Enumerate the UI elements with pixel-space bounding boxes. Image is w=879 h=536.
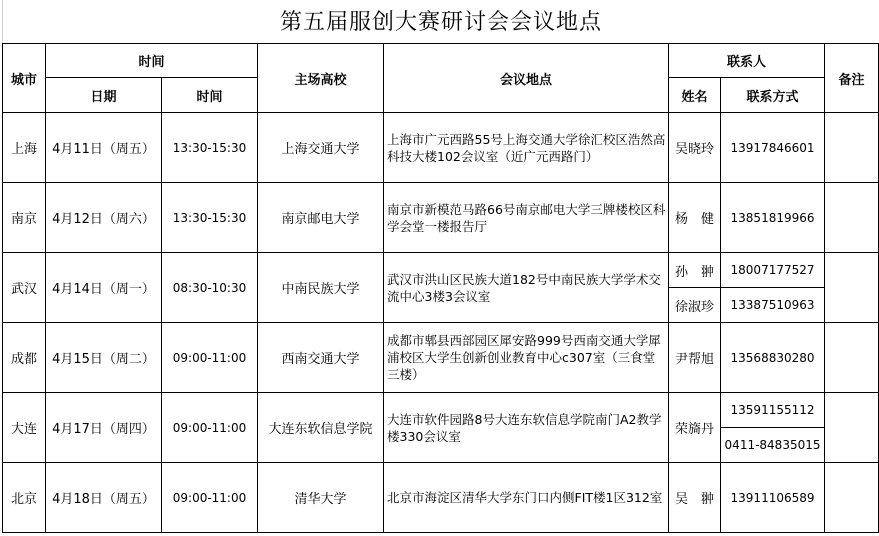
cell-date: 4月18日（周五） [46, 463, 162, 533]
table-row [3, 113, 879, 183]
cell-contact-phone: 13917846601 [721, 113, 825, 183]
table-row [3, 323, 879, 393]
table-row [3, 463, 879, 533]
cell-date: 4月15日（周二） [46, 323, 162, 393]
cell-host: 西南交通大学 [258, 323, 384, 393]
cell-host: 清华大学 [258, 463, 384, 533]
cell-city: 北京 [3, 463, 46, 533]
cell-venue: 武汉市洪山区民族大道182号中南民族大学学术交流中心3楼3会议室 [384, 253, 669, 323]
cell-contact-phone: 18007177527 [721, 253, 825, 288]
cell-time: 13:30-15:30 [162, 183, 258, 253]
cell-venue: 北京市海淀区清华大学东门口内侧FIT楼1区312室 [384, 463, 669, 533]
cell-remark [825, 113, 879, 183]
cell-host: 大连东软信息学院 [258, 393, 384, 463]
cell-remark [825, 323, 879, 393]
cell-venue: 南京市新模范马路66号南京邮电大学三牌楼校区科学会堂一楼报告厅 [384, 183, 669, 253]
cell-venue: 大连市软件园路8号大连东软信息学院南门A2教学楼330会议室 [384, 393, 669, 463]
cell-contact-name: 吴 翀 [669, 463, 721, 533]
cell-date: 4月12日（周六） [46, 183, 162, 253]
page-title: 第五届服创大赛研讨会会议地点 [2, 0, 879, 43]
cell-city: 武汉 [3, 253, 46, 323]
cell-remark [825, 393, 879, 463]
table-row [3, 183, 879, 253]
cell-city: 南京 [3, 183, 46, 253]
header-row [3, 44, 879, 78]
cell-date: 4月17日（周四） [46, 393, 162, 463]
cell-time: 09:00-11:00 [162, 393, 258, 463]
cell-contact-name: 尹帮旭 [669, 323, 721, 393]
cell-contact-phone: 13911106589 [721, 463, 825, 533]
cell-contact-name: 吴晓玲 [669, 113, 721, 183]
cell-time: 09:00-11:00 [162, 463, 258, 533]
header-date: 日期 [46, 78, 162, 113]
cell-contact-name: 孙 翀 [669, 253, 721, 288]
cell-contact-phone: 13568830280 [721, 323, 825, 393]
cell-time: 13:30-15:30 [162, 113, 258, 183]
cell-city: 大连 [3, 393, 46, 463]
cell-remark [825, 183, 879, 253]
cell-date: 4月11日（周五） [46, 113, 162, 183]
cell-venue: 成都市郫县西部园区犀安路999号西南交通大学犀浦校区大学生创新创业教育中心c307室（三食堂三楼） [384, 323, 669, 393]
cell-contact-phone: 13851819966 [721, 183, 825, 253]
table-row [3, 393, 879, 428]
cell-contact-phone: 0411-84835015 [721, 428, 825, 463]
cell-remark [825, 463, 879, 533]
venue-table [2, 43, 879, 533]
header-contact-group: 联系人 [669, 44, 825, 78]
cell-time: 09:00-11:00 [162, 323, 258, 393]
cell-time: 08:30-10:30 [162, 253, 258, 323]
cell-date: 4月14日（周一） [46, 253, 162, 323]
cell-remark [825, 253, 879, 323]
cell-contact-name: 杨 健 [669, 183, 721, 253]
header-host: 主场高校 [258, 44, 384, 113]
header-time-group: 时间 [46, 44, 258, 78]
header-venue: 会议地点 [384, 44, 669, 113]
header-remark: 备注 [825, 44, 879, 113]
cell-contact-phone: 13387510963 [721, 288, 825, 323]
header-name: 姓名 [669, 78, 721, 113]
cell-contact-phone: 13591155112 [721, 393, 825, 428]
cell-host: 南京邮电大学 [258, 183, 384, 253]
cell-contact-name: 徐淑珍 [669, 288, 721, 323]
cell-contact-name: 荣旖丹 [669, 393, 721, 463]
header-phone: 联系方式 [721, 78, 825, 113]
cell-city: 上海 [3, 113, 46, 183]
header-city: 城市 [3, 44, 46, 113]
cell-host: 中南民族大学 [258, 253, 384, 323]
cell-host: 上海交通大学 [258, 113, 384, 183]
table-row [3, 253, 879, 288]
cell-venue: 上海市广元西路55号上海交通大学徐汇校区浩然高科技大楼102会议室（近广元西路门） [384, 113, 669, 183]
header-time: 时间 [162, 78, 258, 113]
cell-city: 成都 [3, 323, 46, 393]
